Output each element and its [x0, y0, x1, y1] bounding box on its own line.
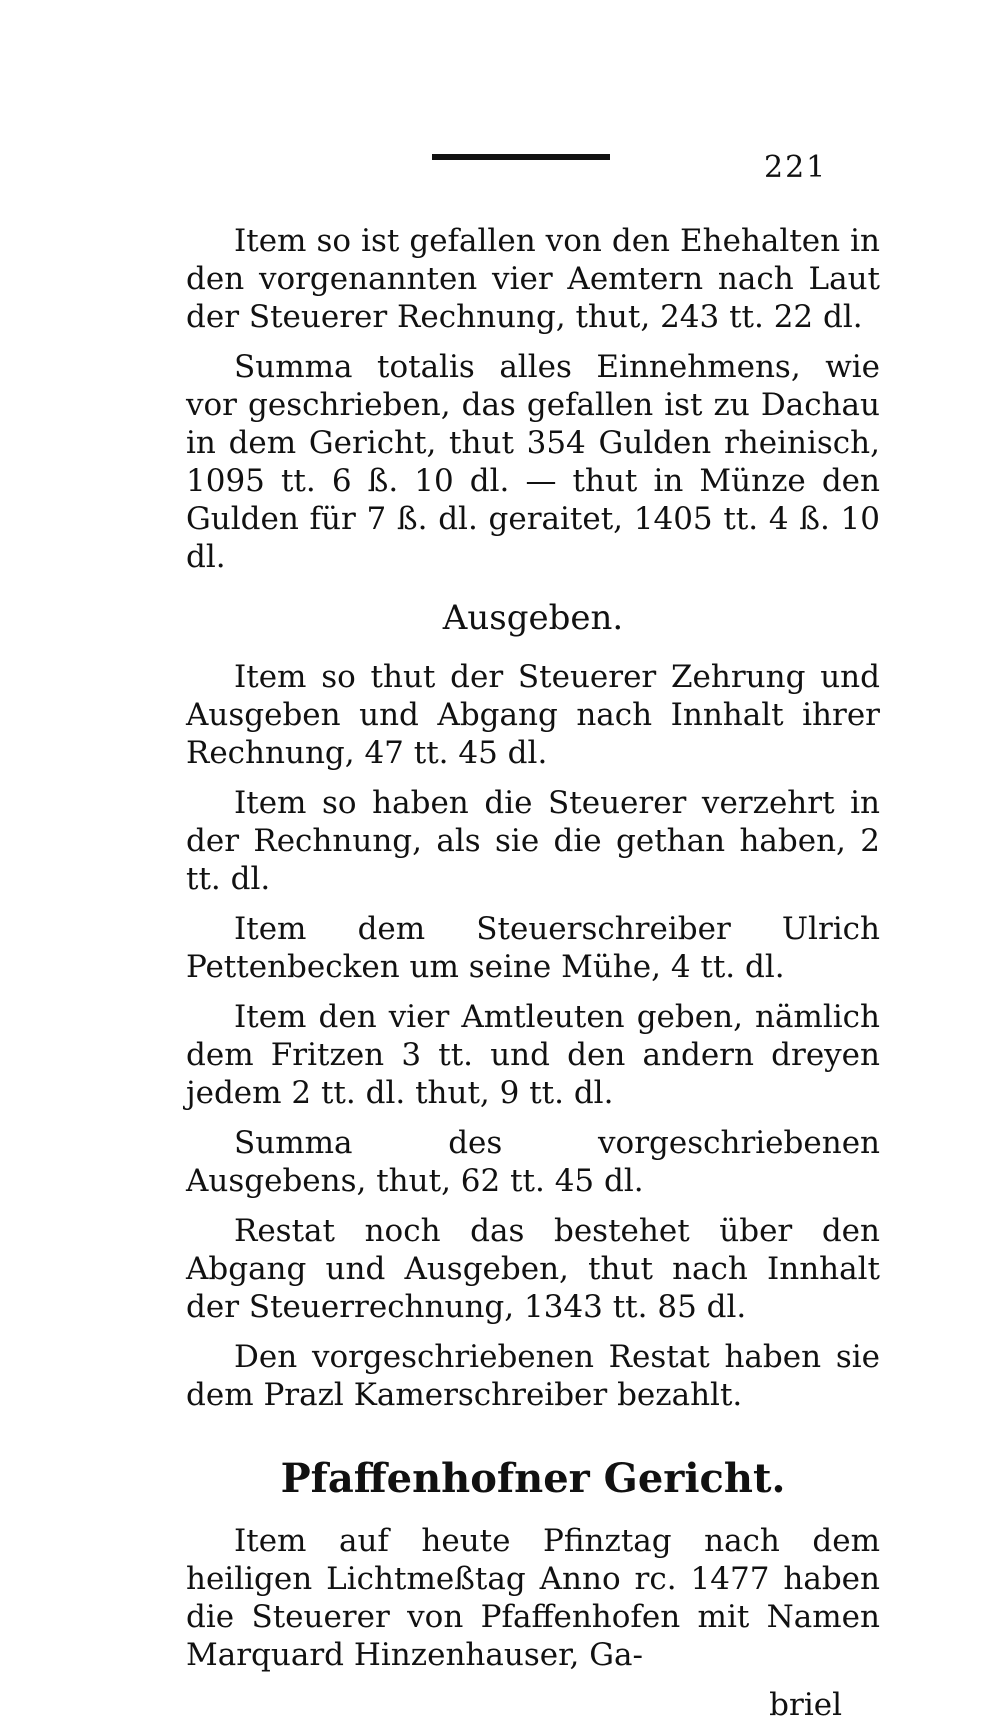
paragraph-pfinztag: Item auf heute Pfinztag nach dem heiligen Lichtmeßtag Anno rc. 1477 haben die Steuerer von Pfaffenhofen mit Namen Marquard Hinzenhauser, Ga- [186, 1523, 880, 1673]
paragraph-ehehalten: Item so ist gefallen von den Ehehalten in den vorgenannten vier Aemtern nach Laut der Steuerer Rechnung, thut, 243 tt. 22 dl. [186, 223, 880, 335]
paragraph-summa-ausgebens: Summa des vorgeschriebenen Ausgebens, thut, 62 tt. 45 dl. [186, 1125, 880, 1199]
header-rule [432, 154, 610, 160]
paragraph-summa-einnehmens: Summa totalis alles Einnehmens, wie vor geschrieben, das gefallen ist zu Dachau in dem Gericht, thut 354 Gulden rheinisch, 1095 tt. 6 ß. 10 dl. — thut in Münze den Gulden für 7 ß. dl. geraitet, 1405 tt. 4 ß. 10 dl. [186, 349, 880, 575]
body-text [186, 222, 880, 1724]
paragraph-steuerschreiber: Item dem Steuerschreiber Ulrich Pettenbecken um seine Mühe, 4 tt. dl. [186, 911, 880, 985]
paragraph-restat: Restat noch das bestehet über den Abgang und Ausgeben, thut nach Innhalt der Steuerrechnung, 1343 tt. 85 dl. [186, 1213, 880, 1325]
paragraph-amtleute: Item den vier Amtleuten geben, nämlich dem Fritzen 3 tt. und den andern dreyen jedem 2 tt. dl. thut, 9 tt. dl. [186, 999, 880, 1111]
paragraph-verzehrt: Item so haben die Steuerer verzehrt in der Rechnung, als sie die gethan haben, 2 tt. dl. [186, 785, 880, 897]
paragraph-zehrung: Item so thut der Steuerer Zehrung und Ausgeben und Abgang nach Innhalt ihrer Rechnung, 47 tt. 45 dl. [186, 659, 880, 771]
page-number: 221 [764, 150, 828, 185]
paragraph-kamerschreiber: Den vorgeschriebenen Restat haben sie dem Prazl Kamerschreiber bezahlt. [186, 1339, 880, 1413]
section-heading-ausgeben: Ausgeben. [442, 598, 624, 638]
catchword: briel [769, 1687, 842, 1723]
section-heading-pfaffenhofen: Pfaffenhofner Gericht. [280, 1455, 786, 1502]
